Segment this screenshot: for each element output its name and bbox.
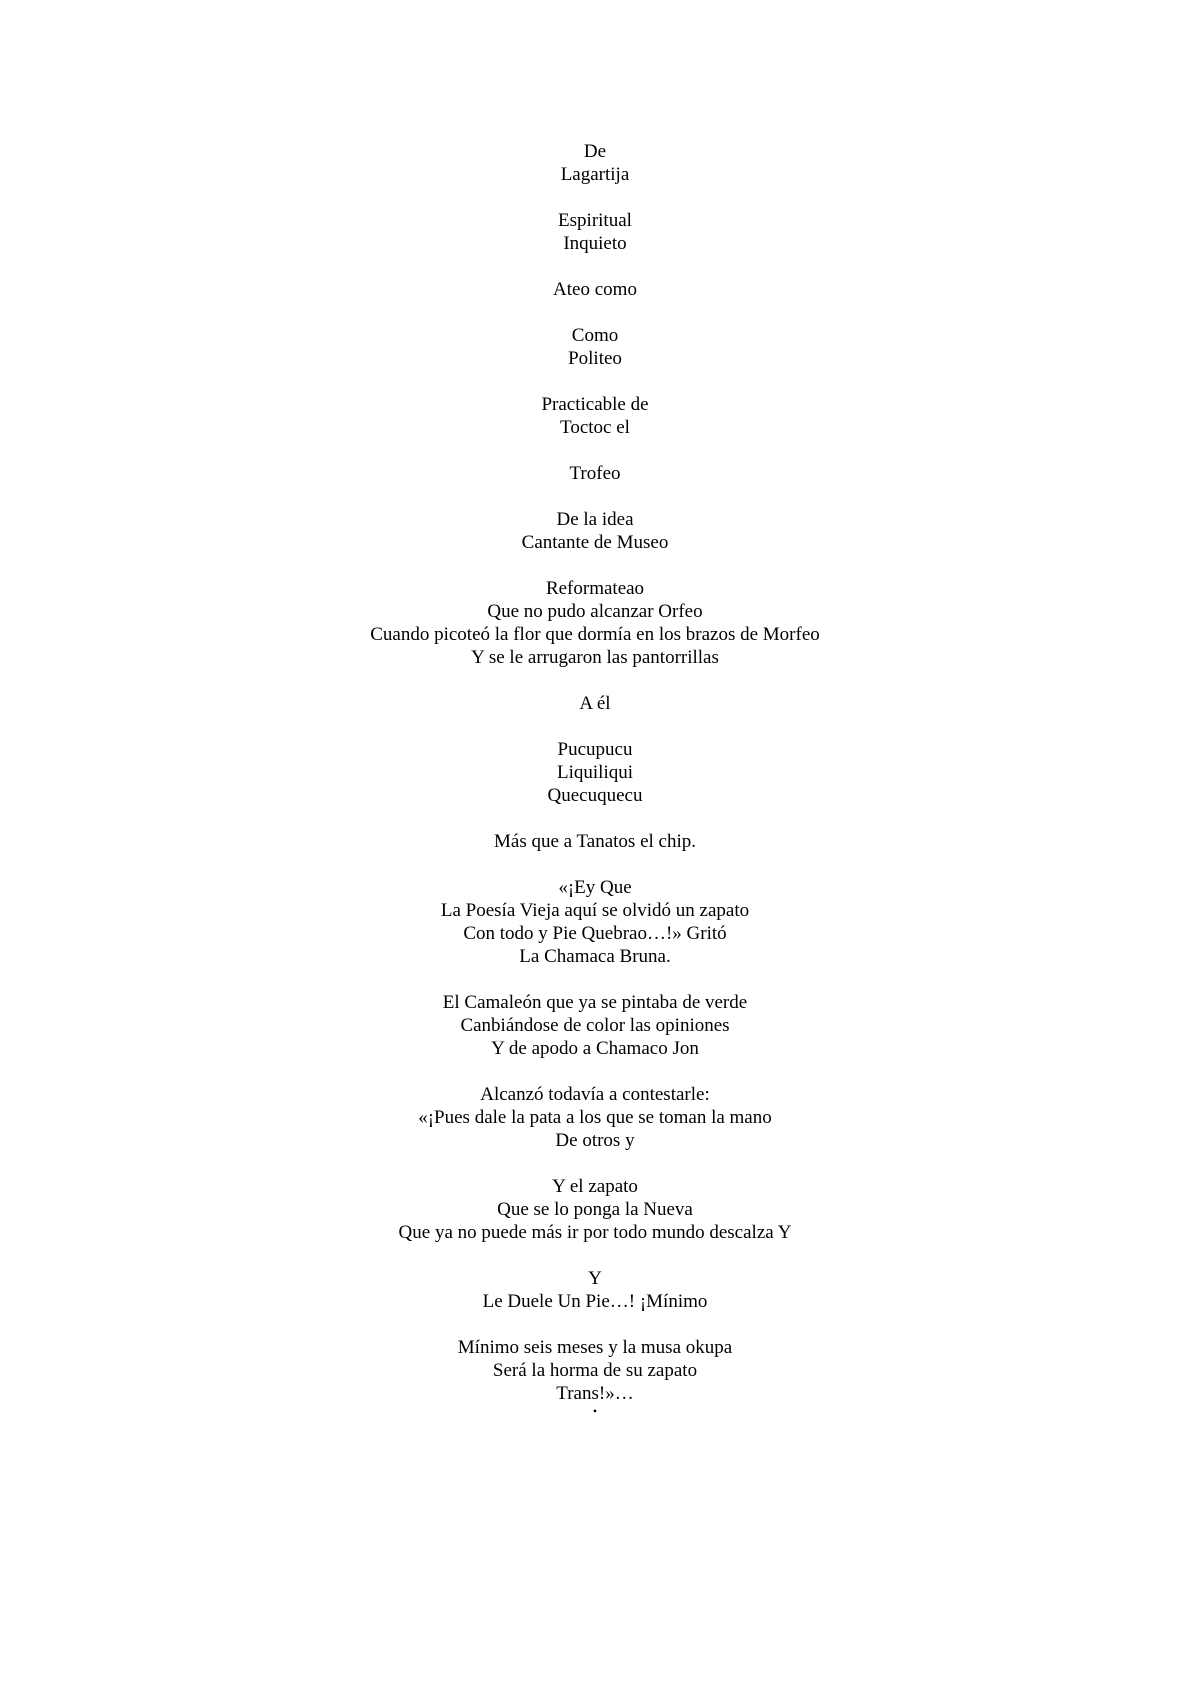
poem-line: La Chamaca Bruna.	[519, 946, 671, 967]
poem-line: «¡Pues dale la pata a los que se toman la mano	[418, 1107, 772, 1128]
poem-line: Reformateao	[545, 578, 645, 599]
poem-line: Trofeo	[569, 463, 621, 484]
poem-line: Politeo	[568, 348, 622, 369]
poem-line: Quecuquecu	[547, 785, 643, 806]
poem-line: Toctoc el	[560, 417, 630, 438]
poem-stanza	[0, 1267, 1190, 1313]
poem-line: Espiritual	[558, 210, 632, 231]
poem-line: Liquiliqui	[557, 762, 633, 783]
poem-line: Que ya no puede más ir por todo mundo descalza Y	[398, 1222, 792, 1243]
poem-stanza	[0, 140, 1190, 186]
poem-stanza	[0, 577, 1190, 669]
poem-stanza	[0, 1175, 1190, 1244]
poem-line: Será la horma de su zapato	[492, 1360, 698, 1381]
poem-line: Como	[571, 325, 619, 346]
poem-line: Pucupucu	[557, 739, 633, 760]
poem-line: Y	[588, 1268, 602, 1289]
poem-line: Canbiándose de color las opiniones	[460, 1015, 730, 1036]
poem-stanza	[0, 830, 1190, 853]
poem-line: Practicable de	[541, 394, 649, 415]
poem-line: Con todo y Pie Quebrao…!» Gritó	[463, 923, 727, 944]
poem-line: El Camaleón que ya se pintaba de verde	[442, 992, 748, 1013]
poem-line: Le Duele Un Pie…! ¡Mínimo	[482, 1291, 708, 1312]
poem-stanza	[0, 462, 1190, 485]
poem-line: Que se lo ponga la Nueva	[497, 1199, 693, 1220]
poem-line: Más que a Tanatos el chip.	[494, 831, 696, 852]
poem-line: Ateo como	[553, 279, 637, 300]
poem-stanza	[0, 1083, 1190, 1152]
poem-line: Trans!»…	[556, 1383, 634, 1404]
poem-stanza	[0, 692, 1190, 715]
poem-line: De otros y	[555, 1130, 635, 1151]
poem-line: A él	[579, 693, 611, 714]
end-bullet-icon: •	[592, 1404, 598, 1418]
poem-line: De la idea	[556, 509, 634, 530]
poem-line: Que no pudo alcanzar Orfeo	[487, 601, 703, 622]
poem-line: «¡Ey Que	[558, 877, 632, 898]
poem-stanza	[0, 508, 1190, 554]
poem-line: Y de apodo a Chamaco Jon	[491, 1038, 699, 1059]
poem-line: Y el zapato	[552, 1176, 638, 1197]
poem-stanza	[0, 1336, 1190, 1405]
poem-body	[0, 140, 1190, 1417]
poem-stanza	[0, 991, 1190, 1060]
poem-line: La Poesía Vieja aquí se olvidó un zapato	[440, 900, 750, 921]
poem-line: De	[583, 141, 607, 162]
poem-stanza	[0, 738, 1190, 807]
poem-line: Cantante de Museo	[521, 532, 669, 553]
poem-line: Y se le arrugaron las pantorrillas	[471, 647, 719, 668]
poem-stanza	[0, 324, 1190, 370]
poem-line: Mínimo seis meses y la musa okupa	[457, 1337, 733, 1358]
poem-stanza	[0, 209, 1190, 255]
poem-stanza	[0, 393, 1190, 439]
poem-line: Inquieto	[563, 233, 627, 254]
poem-line: Alcanzó todavía a contestarle:	[480, 1084, 710, 1105]
poem-line: Cuando picoteó la flor que dormía en los brazos de Morfeo	[370, 624, 820, 645]
poem-stanza	[0, 876, 1190, 968]
poem-stanza	[0, 278, 1190, 301]
poem-line: Lagartija	[560, 164, 630, 185]
